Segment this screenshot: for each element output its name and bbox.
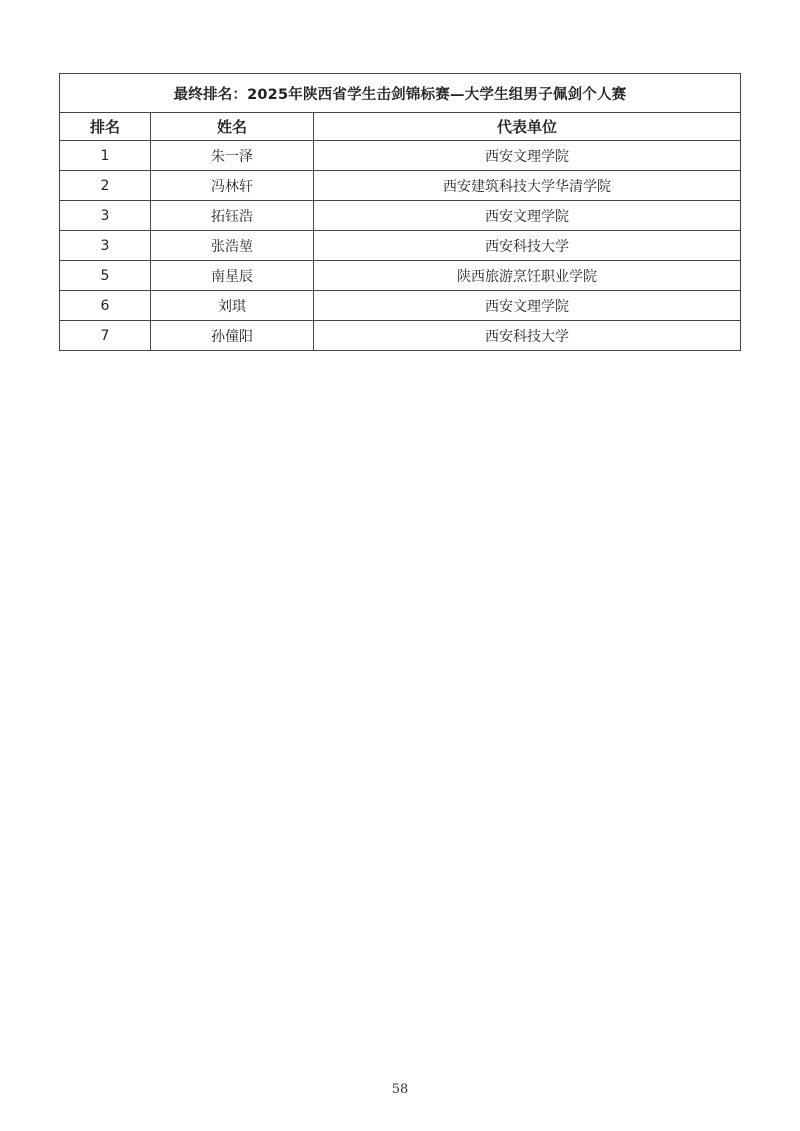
table-row (60, 201, 741, 231)
results-table (59, 73, 741, 351)
rank-cell: 3 (60, 231, 151, 261)
table-title: 最终排名：2025年陕西省学生击剑锦标赛—大学生组男子佩剑个人赛 (60, 74, 741, 113)
unit-cell: 西安建筑科技大学华清学院 (314, 171, 741, 201)
name-cell: 南星辰 (151, 261, 314, 291)
unit-cell: 陕西旅游烹饪职业学院 (314, 261, 741, 291)
unit-cell: 西安文理学院 (314, 291, 741, 321)
rank-cell: 5 (60, 261, 151, 291)
table-row (60, 261, 741, 291)
title-row (60, 74, 741, 113)
rank-cell: 7 (60, 321, 151, 351)
table-row (60, 141, 741, 171)
page-number: 58 (391, 1082, 409, 1097)
unit-cell: 西安科技大学 (314, 231, 741, 261)
table-row (60, 321, 741, 351)
table-row (60, 231, 741, 261)
rank-cell: 6 (60, 291, 151, 321)
table-row (60, 291, 741, 321)
unit-cell: 西安文理学院 (314, 201, 741, 231)
name-cell: 张浩堃 (151, 231, 314, 261)
name-cell: 刘琪 (151, 291, 314, 321)
rank-cell: 2 (60, 171, 151, 201)
unit-cell: 西安文理学院 (314, 141, 741, 171)
name-cell: 冯林轩 (151, 171, 314, 201)
header-name: 姓名 (151, 113, 314, 141)
name-cell: 孙僮阳 (151, 321, 314, 351)
rank-cell: 3 (60, 201, 151, 231)
name-cell: 朱一泽 (151, 141, 314, 171)
header-rank: 排名 (60, 113, 151, 141)
rank-cell: 1 (60, 141, 151, 171)
unit-cell: 西安科技大学 (314, 321, 741, 351)
header-unit: 代表单位 (314, 113, 741, 141)
header-row (60, 113, 741, 141)
table-row (60, 171, 741, 201)
name-cell: 拓钰浩 (151, 201, 314, 231)
